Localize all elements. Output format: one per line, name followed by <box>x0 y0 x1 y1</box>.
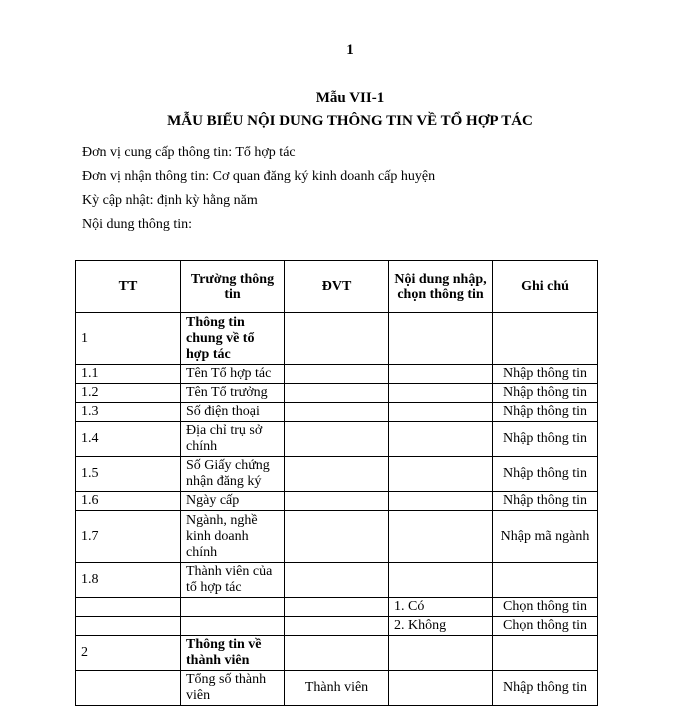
row-unit <box>285 636 389 671</box>
header-unit: ĐVT <box>285 261 389 313</box>
row-field <box>181 617 285 636</box>
table-row <box>76 511 598 563</box>
table-row <box>76 671 598 706</box>
row-unit <box>285 384 389 403</box>
row-tt: 1.8 <box>76 563 181 598</box>
row-field: Thành viên của tổ hợp tác <box>181 563 285 598</box>
table-row <box>76 563 598 598</box>
row-tt: 1.7 <box>76 511 181 563</box>
table-row <box>76 636 598 671</box>
row-unit <box>285 563 389 598</box>
row-field: Địa chỉ trụ sở chính <box>181 422 285 457</box>
row-field: Thông tin về thành viên <box>181 636 285 671</box>
header-field: Trường thông tin <box>181 261 285 313</box>
row-content <box>389 492 493 511</box>
row-field: Tên Tổ hợp tác <box>181 365 285 384</box>
row-unit <box>285 365 389 384</box>
row-note <box>493 563 598 598</box>
row-content <box>389 403 493 422</box>
row-tt: 1.3 <box>76 403 181 422</box>
row-note: Chọn thông tin <box>493 598 598 617</box>
table-row <box>76 384 598 403</box>
row-unit <box>285 313 389 365</box>
row-note: Nhập mã ngành <box>493 511 598 563</box>
form-title: MẪU BIỂU NỘI DUNG THÔNG TIN VỀ TỔ HỢP TÁC <box>167 113 533 129</box>
row-tt <box>76 598 181 617</box>
row-content <box>389 457 493 492</box>
row-content: 2. Không <box>389 617 493 636</box>
row-content <box>389 671 493 706</box>
table-row <box>76 492 598 511</box>
row-field: Thông tin chung về tổ hợp tác <box>181 313 285 365</box>
row-content <box>389 636 493 671</box>
row-note <box>493 636 598 671</box>
row-field: Tổng số thành viên <box>181 671 285 706</box>
row-field: Số điện thoại <box>181 403 285 422</box>
table-header-row <box>76 261 598 313</box>
row-note: Nhập thông tin <box>493 422 598 457</box>
row-tt: 1.2 <box>76 384 181 403</box>
row-tt <box>76 617 181 636</box>
row-content <box>389 422 493 457</box>
row-field: Ngày cấp <box>181 492 285 511</box>
row-note: Nhập thông tin <box>493 457 598 492</box>
row-unit <box>285 617 389 636</box>
header-note: Ghi chú <box>493 261 598 313</box>
row-field: Số Giấy chứng nhận đăng ký <box>181 457 285 492</box>
row-tt: 1.6 <box>76 492 181 511</box>
page-number: 1 <box>346 42 354 58</box>
info-line-period: Kỳ cập nhật: định kỳ hằng năm <box>82 193 258 208</box>
header-content: Nội dung nhập, chọn thông tin <box>389 261 493 313</box>
row-unit <box>285 598 389 617</box>
table-row <box>76 422 598 457</box>
row-unit <box>285 422 389 457</box>
row-note: Nhập thông tin <box>493 492 598 511</box>
row-content <box>389 365 493 384</box>
info-line-provider: Đơn vị cung cấp thông tin: Tổ hợp tác <box>82 145 296 160</box>
table-row <box>76 365 598 384</box>
form-code: Mẫu VII-1 <box>315 90 385 106</box>
row-tt <box>76 671 181 706</box>
row-note: Nhập thông tin <box>493 384 598 403</box>
row-note: Nhập thông tin <box>493 365 598 384</box>
row-unit <box>285 511 389 563</box>
row-note <box>493 313 598 365</box>
info-line-content: Nội dung thông tin: <box>82 217 193 232</box>
table-row <box>76 457 598 492</box>
table-row <box>76 313 598 365</box>
row-note: Nhập thông tin <box>493 403 598 422</box>
row-tt: 1 <box>76 313 181 365</box>
table-row <box>76 617 598 636</box>
row-note: Chọn thông tin <box>493 617 598 636</box>
row-content: 1. Có <box>389 598 493 617</box>
row-tt: 1.1 <box>76 365 181 384</box>
info-table <box>75 260 598 706</box>
row-content <box>389 563 493 598</box>
row-unit: Thành viên <box>285 671 389 706</box>
table-row <box>76 403 598 422</box>
row-content <box>389 384 493 403</box>
row-content <box>389 313 493 365</box>
info-line-receiver: Đơn vị nhận thông tin: Cơ quan đăng ký kinh doanh cấp huyện <box>82 169 436 184</box>
row-field: Tên Tổ trưởng <box>181 384 285 403</box>
header-tt: TT <box>76 261 181 313</box>
row-field: Ngành, nghề kinh doanh chính <box>181 511 285 563</box>
row-note: Nhập thông tin <box>493 671 598 706</box>
row-unit <box>285 457 389 492</box>
row-tt: 1.4 <box>76 422 181 457</box>
row-tt: 2 <box>76 636 181 671</box>
row-tt: 1.5 <box>76 457 181 492</box>
row-unit <box>285 492 389 511</box>
row-unit <box>285 403 389 422</box>
table-row <box>76 598 598 617</box>
row-content <box>389 511 493 563</box>
row-field <box>181 598 285 617</box>
